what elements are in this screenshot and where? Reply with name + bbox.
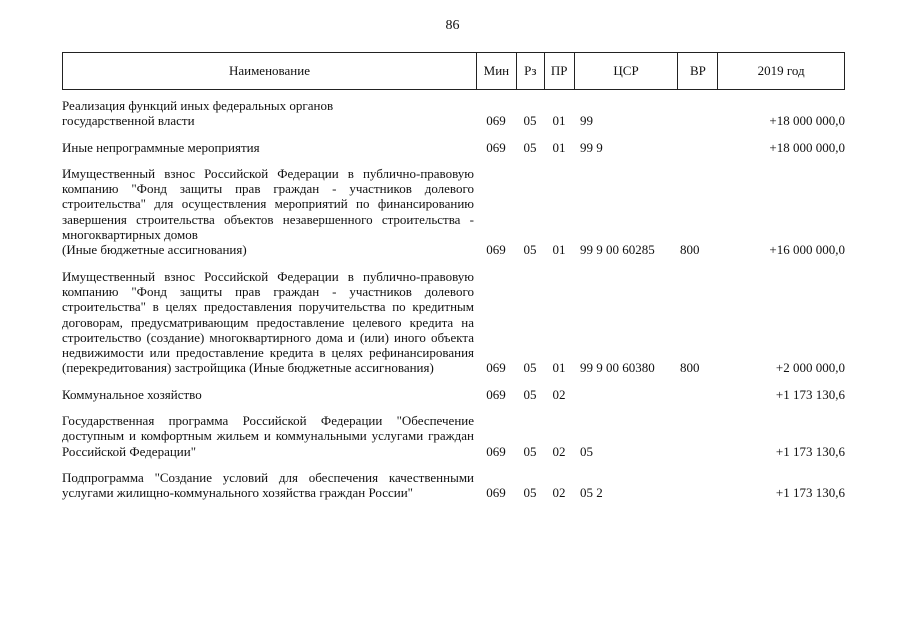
row-min: 069 [486, 386, 506, 402]
row-name: Имущественный взнос Российской Федерации в публично-правовую компанию "Фонд защиты прав граждан - участников долевого строительства" для осуществления мероприятий по финансированию завершения строительства объектов незавершенного строительства - многоквартирных домов (Иные бюджетные ассигнования) [62, 165, 474, 258]
row-min: 069 [486, 242, 506, 258]
row-csr: 99 [580, 113, 593, 129]
row-csr: 05 2 [580, 485, 603, 501]
row-amount: +18 000 000,0 [769, 139, 845, 155]
row-amount: +18 000 000,0 [769, 113, 845, 129]
table-row [62, 413, 845, 459]
row-amount: +1 173 130,6 [775, 386, 845, 402]
table-row [62, 470, 845, 501]
row-rz: 05 [523, 485, 537, 501]
row-rz: 05 [523, 443, 537, 459]
row-rz: 05 [523, 242, 537, 258]
row-pr: 02 [552, 443, 566, 459]
row-name: Подпрограмма "Создание условий для обеспечения качественными услугами жилищно-коммунального хозяйства граждан России" [62, 469, 474, 501]
row-min: 069 [486, 485, 506, 501]
row-name: Коммунальное хозяйство [62, 386, 202, 402]
row-pr: 01 [552, 113, 566, 129]
table-body [62, 98, 845, 512]
row-min: 069 [486, 443, 506, 459]
row-min: 069 [486, 139, 506, 155]
table-row [62, 140, 845, 155]
row-pr: 01 [552, 139, 566, 155]
row-vr: 800 [680, 360, 700, 376]
row-rz: 05 [523, 113, 537, 129]
row-csr: 99 9 00 60380 [580, 360, 655, 376]
table-row [62, 269, 845, 376]
row-vr: 800 [680, 242, 700, 258]
table-row [62, 387, 845, 402]
header-min: Мин [476, 53, 516, 89]
row-rz: 05 [523, 139, 537, 155]
row-rz: 05 [523, 386, 537, 402]
row-amount: +2 000 000,0 [775, 360, 845, 376]
row-name: Государственная программа Российской Федерации "Обеспечение доступным и комфортным жильем и коммунальными услугами граждан Российской Федерации" [62, 413, 474, 459]
header-rz: Рз [516, 53, 544, 89]
row-csr: 99 9 [580, 139, 603, 155]
table-row [62, 98, 845, 129]
row-name: Реализация функций иных федеральных органов государственной власти [62, 98, 334, 129]
page-number: 86 [445, 18, 460, 33]
row-csr: 05 [580, 443, 593, 459]
table-row [62, 166, 845, 258]
row-pr: 01 [552, 242, 566, 258]
header-csr: ЦСР [574, 53, 678, 89]
row-csr: 99 9 00 60285 [580, 242, 655, 258]
table-header [62, 52, 845, 90]
header-year: 2019 год [717, 53, 844, 89]
header-pr: ПР [544, 53, 574, 89]
row-pr: 02 [552, 386, 566, 402]
row-min: 069 [486, 113, 506, 129]
row-min: 069 [486, 360, 506, 376]
row-name: Имущественный взнос Российской Федерации в публично-правовую компанию "Фонд защиты прав граждан - участников долевого строительства" в целях предоставления поручительства по кредитным договорам, предусматривающим предоставление целевого кредита на строительство (создание) многоквартирного дома и (или) иного объекта недвижимости или предоставление кредита в целях рефинансирования (перекредитования) застройщика (Иные бюджетные ассигнования) [62, 268, 474, 376]
row-pr: 01 [552, 360, 566, 376]
row-pr: 02 [552, 485, 566, 501]
row-amount: +1 173 130,6 [775, 485, 845, 501]
row-amount: +16 000 000,0 [769, 242, 845, 258]
header-name: Наименование [228, 63, 310, 78]
row-rz: 05 [523, 360, 537, 376]
header-vr: ВР [677, 53, 717, 89]
row-name: Иные непрограммные мероприятия [62, 139, 260, 155]
row-amount: +1 173 130,6 [775, 443, 845, 459]
